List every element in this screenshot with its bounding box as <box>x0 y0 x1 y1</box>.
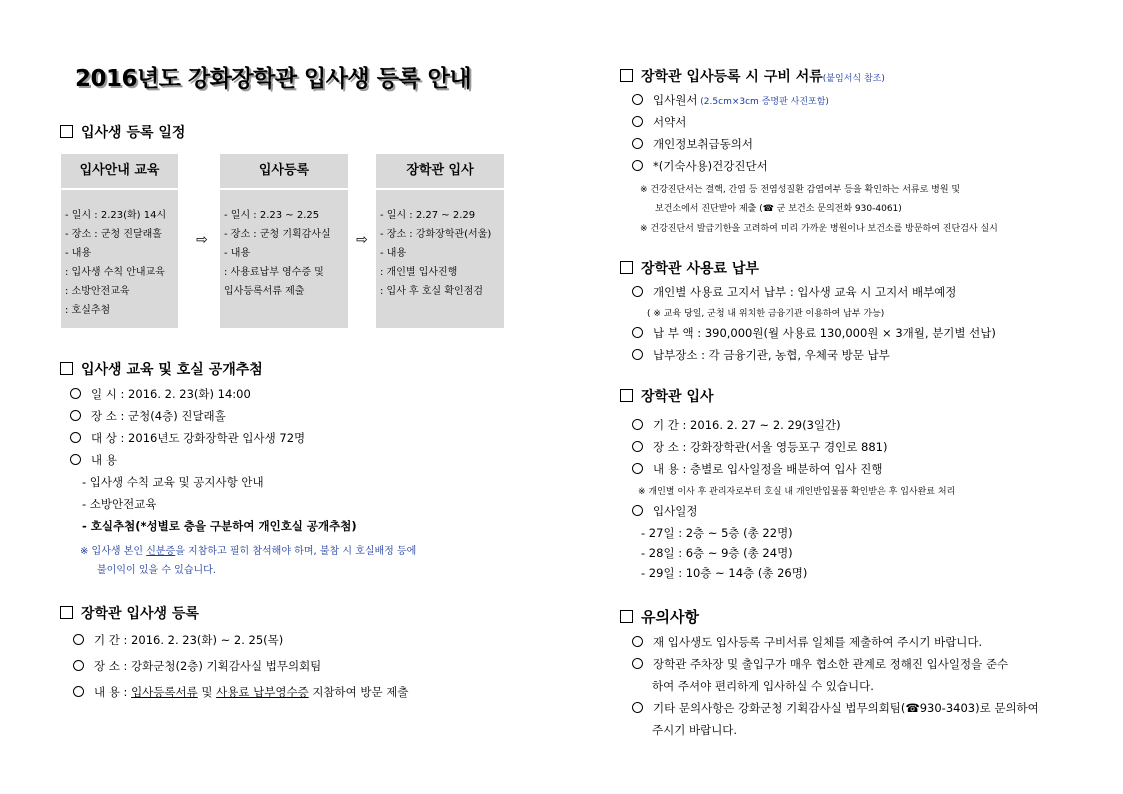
section-title: 입사생 교육 및 호실 공개추첨 <box>81 362 263 378</box>
circle-bullet-icon <box>632 658 643 669</box>
circle-bullet-icon <box>73 634 84 645</box>
item-text: 납 부 액 : 390,000원(월 사용료 130,000원 × 3개월, 분기별 선납) <box>653 326 996 340</box>
item-text: 서약서 <box>653 115 687 129</box>
list-item <box>632 325 996 341</box>
circle-bullet-icon <box>632 463 643 474</box>
schedule-day: - 28일 : 6층 ~ 9층 (총 24명) <box>641 546 793 560</box>
item-underlined: 사용료 납부영수증 <box>216 685 309 699</box>
item-text: 입사일정 <box>653 504 698 518</box>
list-item <box>70 452 117 468</box>
item-text: 대 상 : 2016년도 강화장학관 입사생 72명 <box>91 431 306 445</box>
list-item <box>632 700 1039 716</box>
checkbox-square-icon <box>60 125 73 138</box>
notice: ※ 건강진단서 발급기한을 고려하여 미리 가까운 병원이나 보건소를 방문하여 진단검사 실시 <box>640 224 998 234</box>
sub-item: - 입사생 수칙 교육 및 공지사항 안내 <box>82 475 264 489</box>
list-item <box>70 386 251 402</box>
notice-text: ※ 입사생 본인 <box>80 546 147 557</box>
section-heading-fee <box>620 258 759 278</box>
circle-bullet-icon <box>70 454 81 465</box>
document-title: 2016년도 강화장학관 입사생 등록 안내 <box>75 66 472 92</box>
section-title: 입사생 등록 일정 <box>81 125 186 141</box>
list-item <box>632 347 890 363</box>
circle-bullet-icon <box>73 686 84 697</box>
circle-bullet-icon <box>632 441 643 452</box>
item-text: *(기숙사용)건강진단서 <box>653 159 768 173</box>
section-title: 유의사항 <box>641 608 699 626</box>
list-item <box>70 430 305 446</box>
circle-bullet-icon <box>70 410 81 421</box>
circle-bullet-icon <box>632 286 643 297</box>
circle-bullet-icon <box>632 505 643 516</box>
circle-bullet-icon <box>632 636 643 647</box>
circle-bullet-icon <box>70 388 81 399</box>
step-line: - 장소 : 강화장학관(서울) <box>380 229 492 240</box>
step-line: : 개인별 입사진행 <box>380 267 458 278</box>
item-text: 재 입사생도 입사등록 구비서류 일체를 제출하여 주시기 바랍니다. <box>653 635 983 649</box>
item-text: 장 소 : 강화장학관(서울 영등포구 경인로 881) <box>653 440 888 454</box>
section-title: 장학관 사용료 납부 <box>641 261 759 277</box>
item-text: 개인정보취급동의서 <box>653 137 753 151</box>
notice-underlined: 신분증 <box>146 546 176 557</box>
schedule-step-box <box>61 154 178 328</box>
item-underlined: 입사등록서류 <box>131 685 198 699</box>
list-item <box>632 136 753 152</box>
item-text: 내 용 : <box>94 685 132 699</box>
circle-bullet-icon <box>632 327 643 338</box>
notice: ( ※ 교육 당일, 군청 내 위치한 금융기관 이용하여 납부 가능) <box>647 309 885 319</box>
step-line: : 소방안전교육 <box>65 286 130 297</box>
item-continuation: 하여 주셔야 편리하게 입사하실 수 있습니다. <box>652 679 874 693</box>
list-item <box>73 658 321 674</box>
checkbox-square-icon <box>620 389 633 402</box>
item-text: 기 간 : 2016. 2. 23(화) ~ 2. 25(목) <box>94 633 284 647</box>
schedule-day: - 29일 : 10층 ~ 14층 (총 26명) <box>641 566 808 580</box>
step-line: - 내용 <box>224 248 251 259</box>
right-arrow-icon: ⇨ <box>196 232 208 248</box>
notice: ※ 건강진단서는 결핵, 간염 등 전염성질환 감염여부 등을 확인하는 서류로 병원 및 <box>640 185 961 195</box>
list-item <box>632 417 841 433</box>
checkbox-square-icon <box>60 606 73 619</box>
list-item <box>632 284 956 300</box>
item-note: (2.5cm×3cm 증명판 사진포함) <box>697 97 829 107</box>
list-item <box>73 632 283 648</box>
section-heading-registration <box>60 603 199 623</box>
notice <box>80 542 416 557</box>
item-text: 장학관 주차장 및 출입구가 매우 협소한 관계로 정해진 입사일정을 준수 <box>653 657 1009 671</box>
sub-item: - 소방안전교육 <box>82 497 157 511</box>
step-line: : 사용료납부 영수증 및 <box>224 267 324 278</box>
item-text: 입사원서 <box>653 93 698 107</box>
list-item <box>632 461 882 477</box>
section-heading-documents <box>620 66 885 86</box>
step-line: - 내용 <box>65 248 92 259</box>
item-continuation: 주시기 바랍니다. <box>652 723 738 737</box>
right-arrow-icon: ⇨ <box>356 232 368 248</box>
item-text: 지참하여 방문 제출 <box>308 685 409 699</box>
item-text: 납부장소 : 각 금융기관, 농협, 우체국 방문 납부 <box>653 348 890 362</box>
circle-bullet-icon <box>632 419 643 430</box>
checkbox-square-icon <box>620 69 633 82</box>
list-item <box>632 114 686 130</box>
circle-bullet-icon <box>632 94 643 105</box>
item-text: 기 간 : 2016. 2. 27 ~ 2. 29(3일간) <box>653 418 841 432</box>
list-item <box>632 92 829 108</box>
checkbox-square-icon <box>60 362 73 375</box>
item-text: 및 <box>197 685 217 699</box>
step-line: - 일시 : 2.23 ~ 2.25 <box>224 210 320 221</box>
circle-bullet-icon <box>632 116 643 127</box>
checkbox-square-icon <box>620 610 633 623</box>
item-text: 내 용 <box>91 453 117 467</box>
schedule-day: - 27일 : 2층 ~ 5층 (총 22명) <box>641 526 793 540</box>
schedule-step-box <box>376 154 504 328</box>
step-line: - 내용 <box>380 248 407 259</box>
list-item <box>632 503 697 519</box>
section-heading-entry <box>620 386 714 406</box>
circle-bullet-icon <box>632 702 643 713</box>
step-title: 입사등록 <box>220 154 348 190</box>
section-title: 장학관 입사 <box>641 389 714 405</box>
step-line: - 장소 : 군청 기획감사실 <box>224 229 331 240</box>
list-item <box>632 158 768 174</box>
step-line: - 장소 : 군청 진달래홀 <box>65 229 162 240</box>
section-title: 장학관 입사생 등록 <box>81 606 199 622</box>
notice: 불이익이 있을 수 있습니다. <box>97 565 216 576</box>
section-note: (붙임서식 참조) <box>822 74 885 84</box>
step-title: 입사안내 교육 <box>61 154 178 190</box>
circle-bullet-icon <box>632 160 643 171</box>
list-item <box>73 684 409 700</box>
section-heading-education <box>60 359 263 379</box>
circle-bullet-icon <box>70 432 81 443</box>
item-text: 개인별 사용료 고지서 납부 : 입사생 교육 시 고지서 배부예정 <box>653 285 957 299</box>
circle-bullet-icon <box>632 138 643 149</box>
step-line: - 일시 : 2.27 ~ 2.29 <box>380 210 476 221</box>
step-title: 장학관 입사 <box>376 154 504 190</box>
item-text: 장 소 : 군청(4층) 진달래홀 <box>91 409 226 423</box>
notice-text: 을 지참하고 필히 참석해야 하며, 불참 시 호실배정 등에 <box>175 546 417 557</box>
section-heading-schedule <box>60 122 185 142</box>
notice: ※ 개인별 이사 후 관리자로부터 호실 내 개인반입물품 확인받은 후 입사완료 처리 <box>638 487 956 497</box>
checkbox-square-icon <box>620 261 633 274</box>
list-item <box>632 439 887 455</box>
section-title: 장학관 입사등록 시 구비 서류 <box>641 69 823 85</box>
item-text: 일 시 : 2016. 2. 23(화) 14:00 <box>91 387 251 401</box>
list-item <box>632 656 1008 672</box>
list-item <box>632 634 982 650</box>
section-heading-caution <box>620 606 699 627</box>
step-line: : 입사생 수칙 안내교육 <box>65 267 165 278</box>
notice: 보건소에서 진단받아 제출 (☎ 군 보건소 문의전화 930-4061) <box>655 204 902 214</box>
step-line: : 입사 후 호실 확인점검 <box>380 286 484 297</box>
sub-item-bold: - 호실추첨(*성별로 층을 구분하여 개인호실 공개추첨) <box>82 519 357 533</box>
schedule-step-box <box>220 154 348 328</box>
circle-bullet-icon <box>73 660 84 671</box>
list-item <box>70 408 226 424</box>
circle-bullet-icon <box>632 349 643 360</box>
item-text: 장 소 : 강화군청(2층) 기획감사실 법무의회팀 <box>94 659 322 673</box>
item-text: 기타 문의사항은 강화군청 기획감사실 법무의회팀(☎930-3403)로 문의하여 <box>653 701 1039 715</box>
step-line: : 호실추첨 <box>65 305 111 316</box>
step-line: 입사등록서류 제출 <box>224 286 305 297</box>
item-text: 내 용 : 층별로 입사일정을 배분하여 입사 진행 <box>653 462 883 476</box>
step-line: - 일시 : 2.23(화) 14시 <box>65 210 167 221</box>
